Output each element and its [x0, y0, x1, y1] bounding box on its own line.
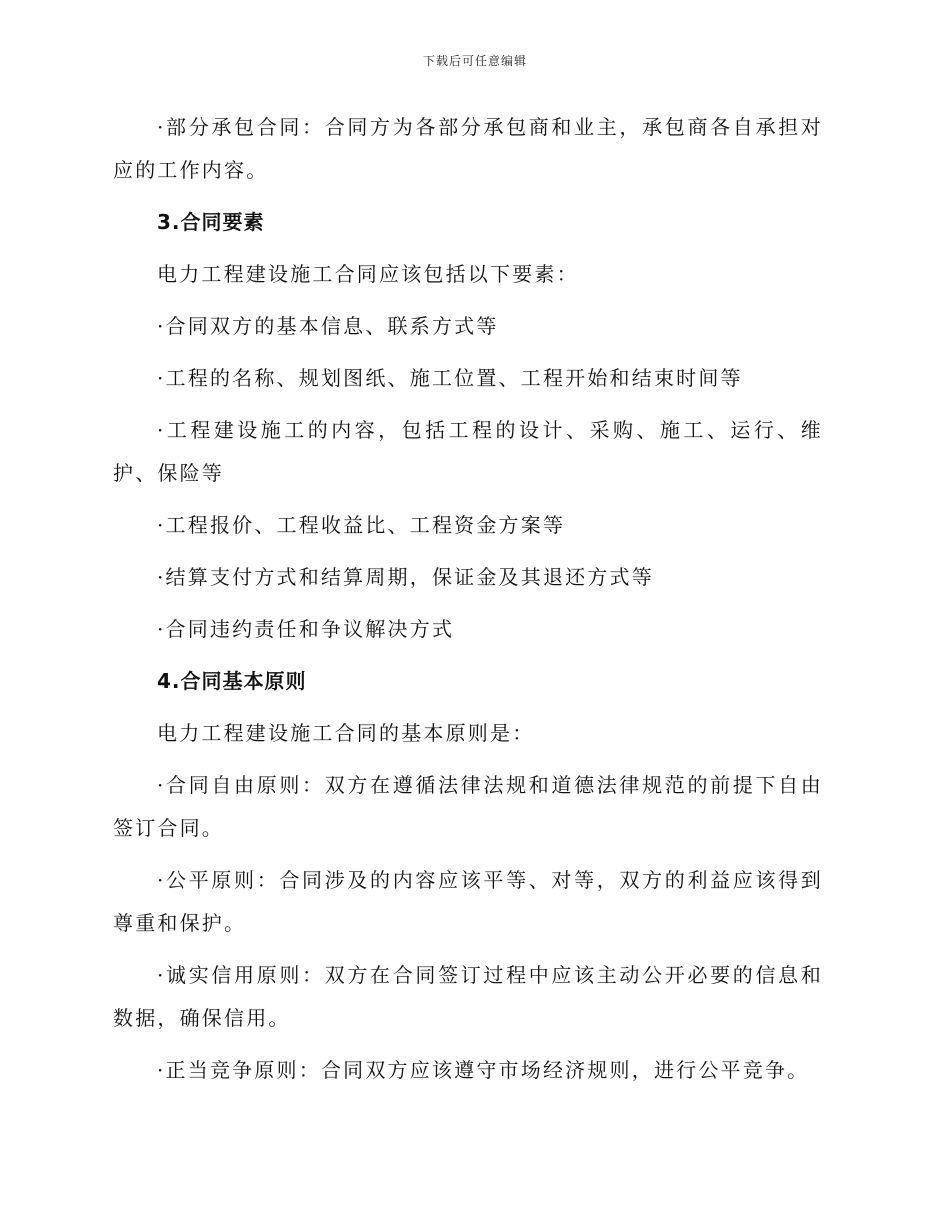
list-item-competition-principle: ·正当竞争原则：合同双方应该遵守市场经济规则，进行公平竞争。	[157, 1058, 810, 1082]
list-item-settlement: ·结算支付方式和结算周期，保证金及其退还方式等	[157, 565, 654, 589]
paragraph-principles-intro: 电力工程建设施工合同的基本原则是：	[157, 721, 535, 745]
list-item-liability: ·合同违约责任和争议解决方式	[157, 617, 455, 641]
list-item-quotation: ·工程报价、工程收益比、工程资金方案等	[157, 513, 566, 537]
section-heading-contract-elements: 3.合同要素	[157, 210, 265, 234]
list-item-freedom-principle: ·合同自由原则：双方在遵循法律法规和道德法律规范的前提下自由签订合同。	[113, 773, 823, 840]
paragraph-partial-contract: ·部分承包合同：合同方为各部分承包商和业主，承包商各自承担对应的工作内容。	[113, 115, 823, 182]
document-body	[113, 106, 823, 1101]
list-item-fairness-principle: ·公平原则：合同涉及的内容应该平等、对等，双方的利益应该得到尊重和保护。	[113, 868, 823, 935]
list-item-party-info: ·合同双方的基本信息、联系方式等	[157, 314, 499, 338]
section-heading-basic-principles: 4.合同基本原则	[157, 669, 307, 693]
list-item-construction-content: ·工程建设施工的内容，包括工程的设计、采购、施工、运行、维护、保险等	[113, 418, 823, 485]
list-item-good-faith-principle: ·诚实信用原则：双方在合同签订过程中应该主动公开必要的信息和数据，确保信用。	[113, 963, 823, 1030]
paragraph-elements-intro: 电力工程建设施工合同应该包括以下要素：	[157, 262, 579, 286]
page-header: 下载后可任意编辑	[422, 54, 527, 68]
list-item-project-name: ·工程的名称、规划图纸、施工位置、工程开始和结束时间等	[157, 366, 743, 390]
